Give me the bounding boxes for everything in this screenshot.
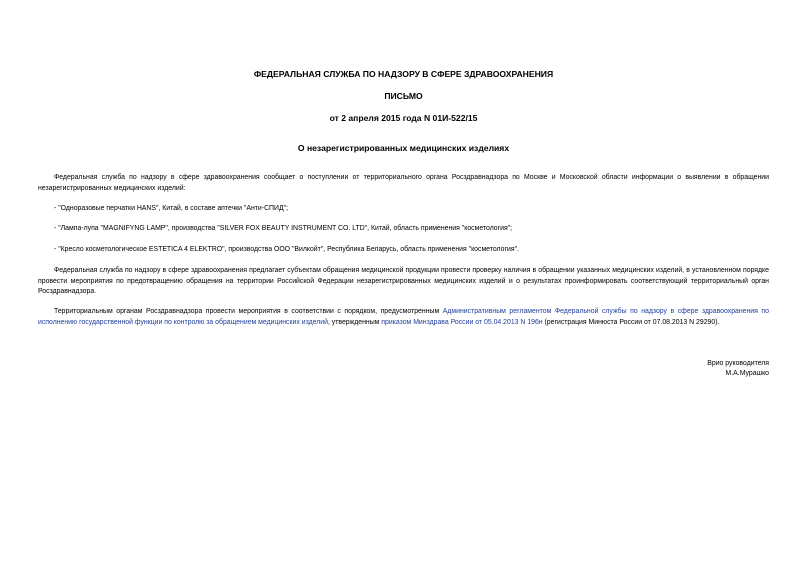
territorial-text-middle: , утвержденным <box>327 318 382 326</box>
regulation-link[interactable]: Административным регламентом Федеральной службы по надзору в сфере здравоохранения по исполнению государственной функции по контролю за обращением медицинских изделий <box>38 308 769 326</box>
order-link[interactable]: приказом Минздрава России от 05.04.2013 N 196н <box>381 318 543 326</box>
doc-type: ПИСЬМО <box>384 91 423 101</box>
intro-paragraph: Федеральная служба по надзору в сфере здравоохранения сообщает о поступлении от территориального органа Росздравнадзора по Москве и Московской области информации о выявлении в обращении незарегистрированных медицинских изделий: <box>38 174 769 192</box>
list-item: - "Одноразовые перчатки HANS", Китай, в составе аптечки "Анти-СПИД"; <box>54 205 288 212</box>
territorial-text-after: (регистрация Минюста России от 07.08.2013 N 29290). <box>542 318 720 326</box>
signature-position: Врио руководителя <box>707 360 769 367</box>
proposal-paragraph: Федеральная служба по надзору в сфере здравоохранения предлагает субъектам обращения медицинской продукции провести проверку наличия в обращении указанных медицинских изделий, в установленном порядке провести мероприятия по предотвращению обращения на территории Российской Федерации незарегистрированных медицинских изделий и о результатах проинформировать соответствующий территориальный орган Росздравнадзора. <box>38 267 769 296</box>
list-item: - "Лампа-лупа "MAGNIFYNG LAMP", производства "SILVER FOX BEAUTY INSTRUMENT CO. LTD", Китай, область применения "косметология"; <box>54 225 513 232</box>
doc-date-number: от 2 апреля 2015 года N 01И-522/15 <box>329 113 478 123</box>
doc-subject: О незарегистрированных медицинских изделиях <box>297 143 510 153</box>
signature-name: М.А.Мурашко <box>725 370 769 377</box>
territorial-text-before: Территориальным органам Росздравнадзора провести мероприятия в соответствии с порядком, предусмотренным <box>54 308 443 315</box>
list-item: - "Кресло косметологическое ESTETICA 4 ELEKTRO", производства ООО "Вилкойт", Республика Беларусь, область применения "косметология". <box>54 246 519 253</box>
territorial-paragraph <box>38 307 769 328</box>
agency-title: ФЕДЕРАЛЬНАЯ СЛУЖБА ПО НАДЗОРУ В СФЕРЕ ЗДРАВООХРАНЕНИЯ <box>253 69 554 79</box>
document-page <box>38 0 769 571</box>
